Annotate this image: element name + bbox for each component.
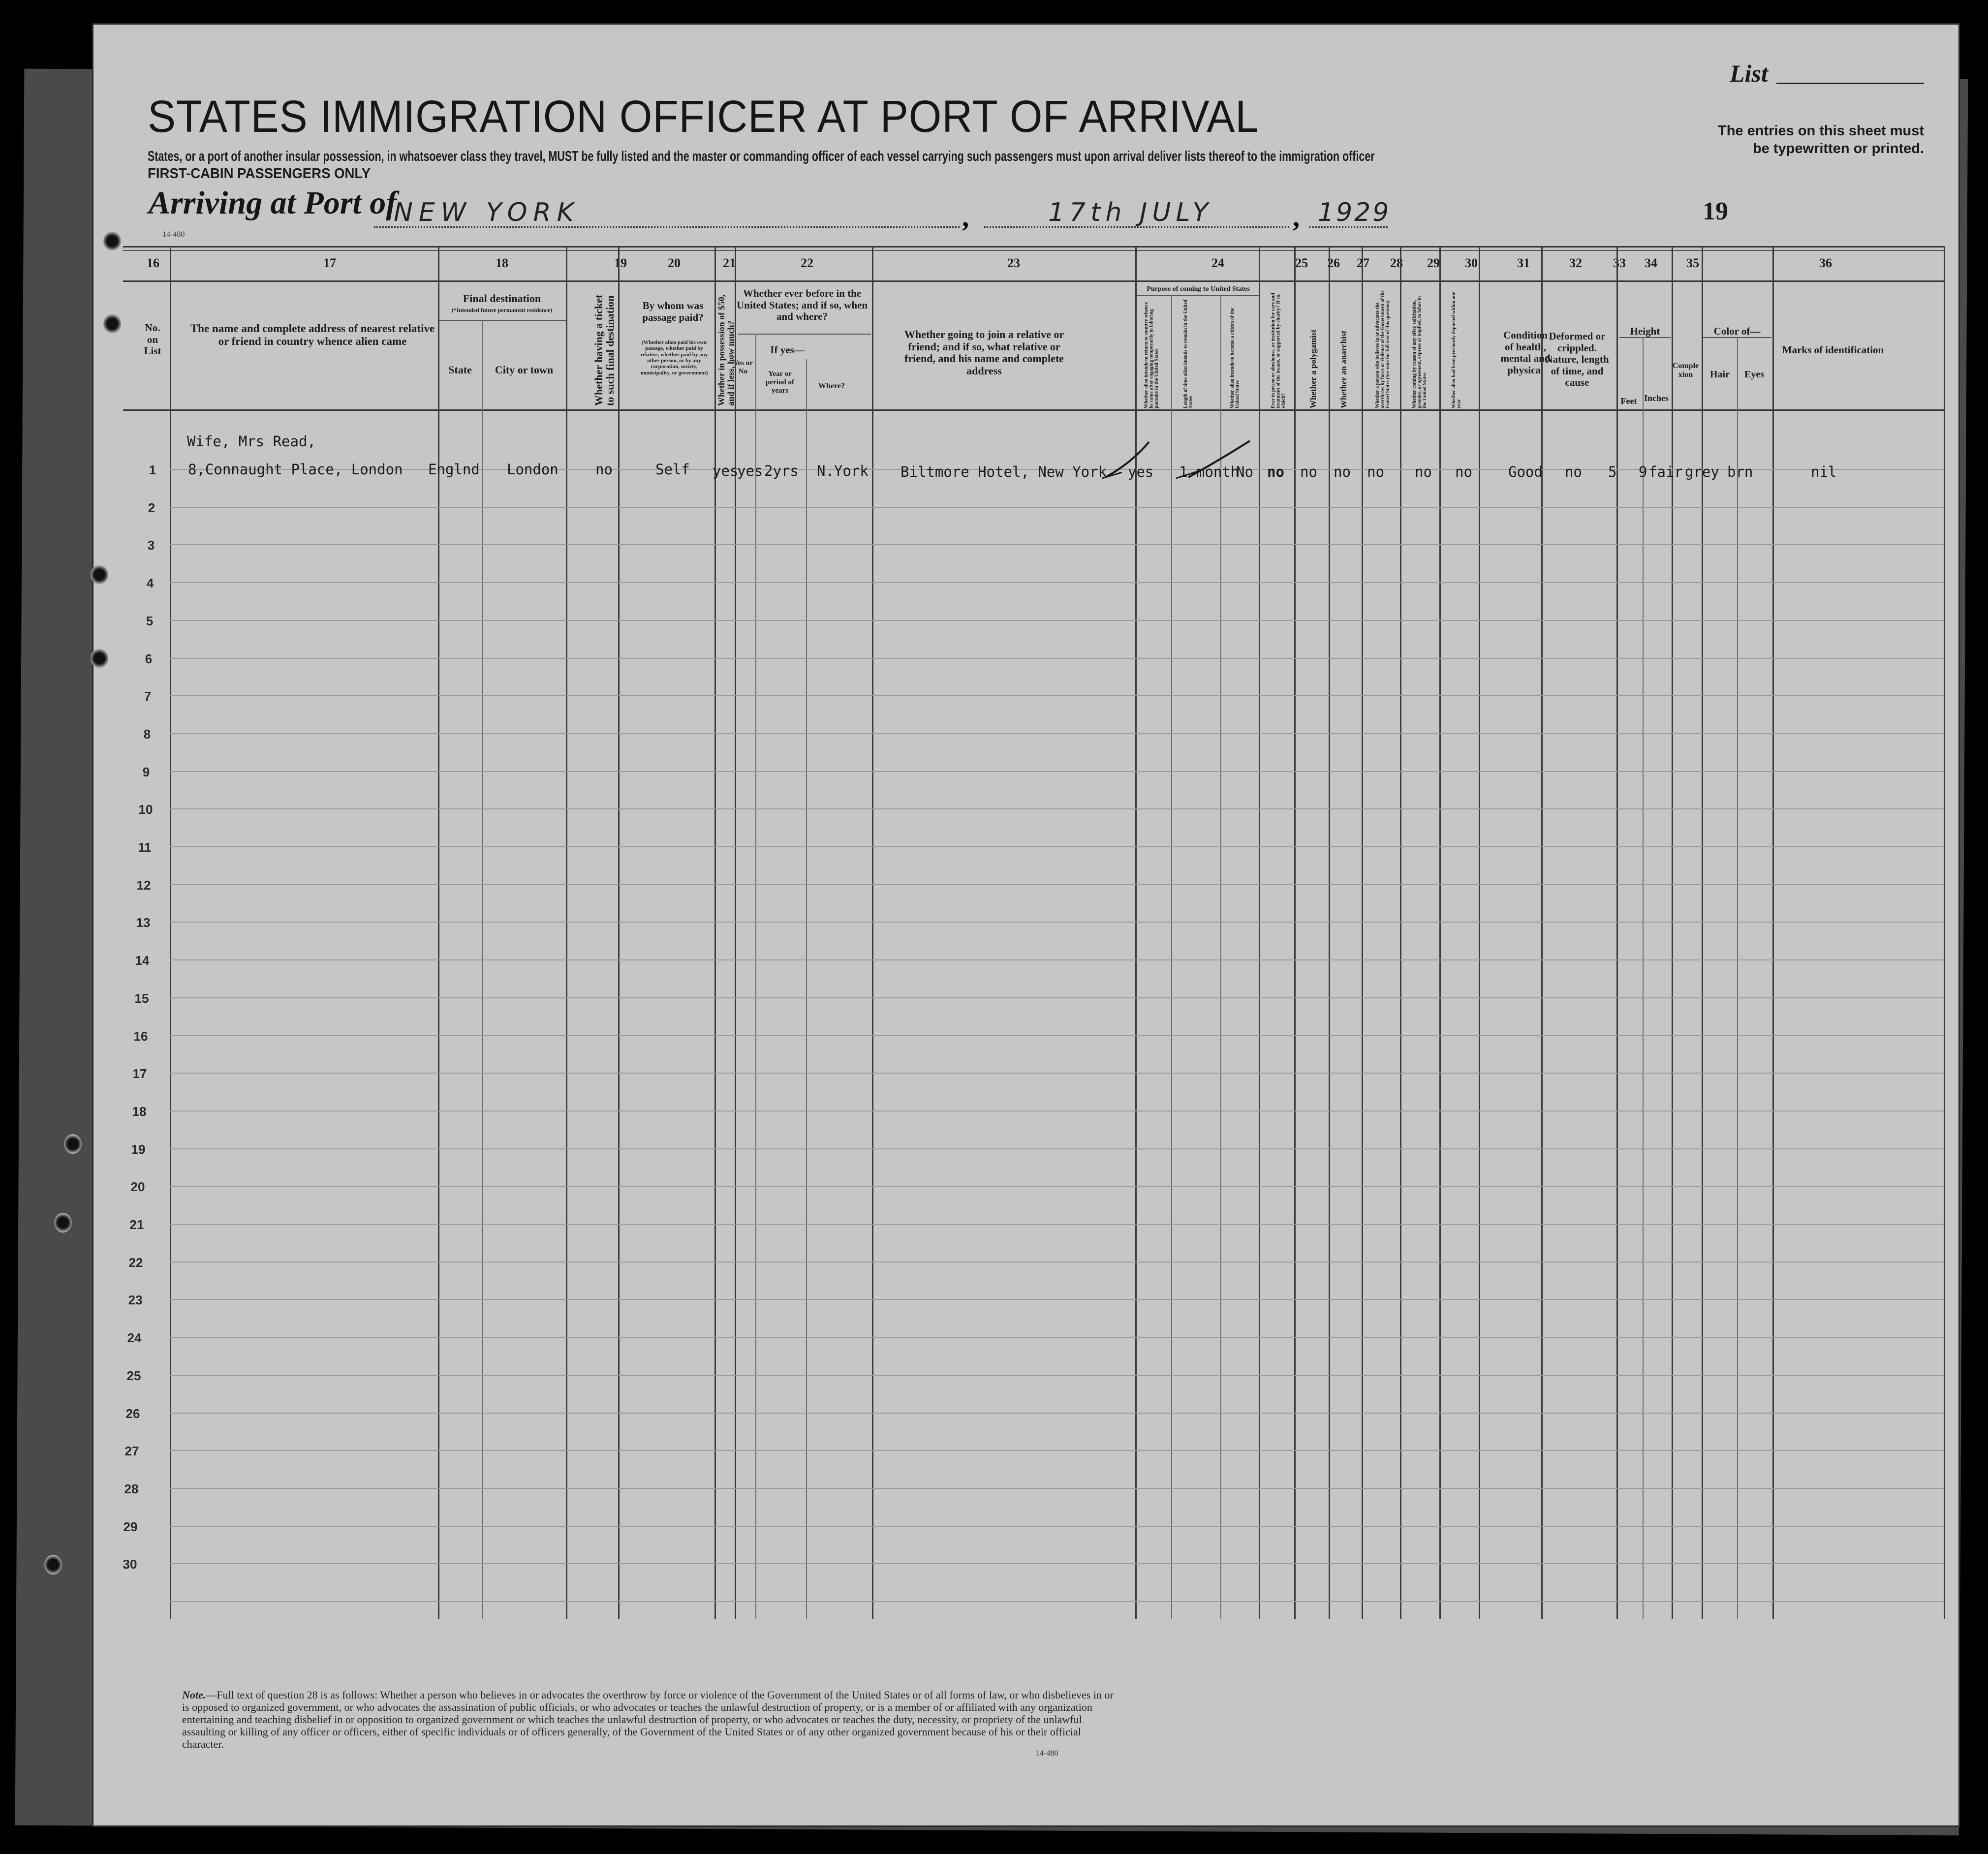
page-title: STATES IMMIGRATION OFFICER AT PORT OF ARRIVAL [148, 92, 1259, 142]
column-number: 36 [1819, 256, 1832, 270]
column-number: 34 [1645, 256, 1657, 270]
punch-hole [44, 1555, 62, 1575]
row-number: 2 [148, 500, 155, 515]
port-value: NEW YORK [394, 198, 580, 227]
entry-marks: nil [1811, 464, 1837, 480]
header-if-yes: If yes— [770, 344, 805, 356]
column-number: 27 [1357, 256, 1369, 270]
column-number: 21 [723, 256, 736, 270]
row-number: 6 [145, 651, 153, 666]
header-where: Where? [818, 382, 845, 390]
row-rule [170, 959, 1944, 960]
row-rule [170, 733, 1944, 734]
row-rule [170, 922, 1944, 923]
column-number: 26 [1327, 256, 1340, 270]
row-rule [170, 1073, 1944, 1074]
column-number: 31 [1517, 256, 1530, 270]
row-rule [170, 1526, 1944, 1527]
header-feet: Feet [1620, 396, 1637, 406]
column-number: 24 [1211, 256, 1224, 270]
entry-return-intent: yes [1128, 464, 1154, 480]
header-final-destination-note: (*Intended future permanent residence) [451, 307, 553, 313]
row-number: 23 [128, 1293, 143, 1307]
entry-inches: 9 [1639, 464, 1647, 480]
header-inches: Inches [1644, 393, 1669, 403]
row-rule [170, 1148, 1944, 1149]
header-hair: Hair [1710, 369, 1730, 380]
header-state: State [448, 364, 472, 376]
header-deformed: Deformed or crippled. Nature, length of time, and cause [1545, 330, 1609, 389]
date-value: 17th JULY [1048, 198, 1213, 227]
column-number: 29 [1427, 256, 1440, 270]
header-period-of-years: Year or period of years [766, 370, 794, 395]
row-rule [170, 1375, 1944, 1376]
row-rule [170, 808, 1944, 809]
punch-hole [64, 1134, 82, 1154]
row-number: 25 [126, 1368, 141, 1383]
row-rule [170, 1262, 1944, 1263]
row-number: 10 [138, 802, 153, 817]
entry-joining: Biltmore Hotel, New York [901, 464, 1107, 480]
row-number: 16 [133, 1029, 148, 1044]
row-rule [170, 1413, 1944, 1414]
header-citizen-intent: Whether alien intends to become a citizen of the United States [1230, 308, 1241, 408]
entry-fifty: yes [713, 463, 739, 479]
entry-state: Englnd [428, 461, 480, 478]
entry-anarchist: no [1334, 464, 1351, 480]
column-number: 16 [147, 256, 159, 270]
entry-length-of-stay: 1 month [1179, 464, 1240, 480]
header-final-destination: Final destination [463, 292, 541, 305]
row-rule [170, 1337, 1944, 1338]
header-deported: Whether alien had been previously deported within one year [1451, 292, 1462, 408]
arriving-label: Arriving at Port of [149, 185, 397, 221]
column-number: 23 [1007, 256, 1020, 270]
row-number: 29 [123, 1519, 138, 1534]
header-anarchist: Whether an anarchist [1339, 330, 1348, 408]
row-rule [170, 1299, 1944, 1300]
header-color-of: Color of— [1713, 325, 1761, 337]
row-rule [170, 544, 1944, 545]
row-rule [170, 1111, 1944, 1112]
column-number: 30 [1465, 256, 1478, 270]
row-number: 12 [136, 878, 151, 893]
row-number: 9 [142, 765, 150, 779]
column-number: 35 [1686, 256, 1699, 270]
row-rule [170, 1450, 1944, 1451]
punch-hole [103, 231, 121, 251]
entry-deported: no [1455, 464, 1472, 480]
row-rule [170, 997, 1944, 998]
row-rule [170, 1601, 1944, 1602]
entries-note: The entries on this sheet must be typewritten or printed. [1718, 123, 1924, 156]
row-number: 15 [134, 991, 149, 1006]
row-number: 1 [149, 463, 156, 477]
row-number: 14 [135, 953, 150, 968]
row-number: 24 [127, 1330, 142, 1345]
row-number: 27 [124, 1444, 139, 1458]
row-number: 19 [131, 1142, 146, 1157]
column-number: 22 [801, 256, 813, 270]
entry-citizen: No [1236, 464, 1253, 480]
list-label: List [1730, 60, 1768, 87]
row-rule [170, 620, 1944, 621]
header-relative-address: The name and complete address of nearest relative or friend in country whence alien came [190, 322, 435, 347]
header-fifty-dollars: Whether in possession of $50, and if less, how much? [716, 294, 736, 406]
row-rule [170, 658, 1944, 659]
header-overthrow: Whether a person who believes in or advocates the overthrow by force or violence of the Government of the United States (See note for full text of this question) [1375, 290, 1391, 408]
row-number: 18 [132, 1104, 147, 1119]
entry-before-period: 2yrs [764, 463, 799, 479]
year-value: 1929 [1318, 198, 1391, 227]
header-ticket: Whether having a ticket to such final destination [592, 294, 617, 406]
column-number: 33 [1613, 256, 1626, 270]
cabin-class: FIRST-CABIN PASSENGERS ONLY [148, 166, 371, 182]
row-rule [170, 1224, 1944, 1225]
column-number: 28 [1390, 256, 1403, 270]
row-rule [170, 1563, 1944, 1564]
entry-before-where: N.York [817, 463, 869, 479]
row-number: 4 [146, 576, 154, 590]
header-yes-or-no: Yes or No [733, 359, 753, 375]
row-number: 13 [136, 915, 151, 930]
header-polygamist: Whether a polygamist [1308, 329, 1318, 408]
header-joining: Whether going to join a relative or friend; and if so, what relative or friend, and his name and complete address [904, 328, 1064, 377]
row-rule [170, 846, 1944, 847]
entry-prison: no [1267, 464, 1284, 480]
row-number: 8 [143, 727, 151, 742]
row-number: 21 [129, 1217, 144, 1232]
entry-polygamist: no [1300, 464, 1317, 480]
header-height: Height [1630, 325, 1660, 337]
header-before-in-us: Whether ever before in the United States; and if so, when and where? [736, 287, 868, 323]
row-rule [170, 884, 1944, 885]
list-number-line [1776, 83, 1924, 84]
column-number: 19 [614, 256, 627, 270]
entry-paid-by: Self [655, 461, 690, 478]
row-rule [170, 1035, 1944, 1036]
header-health: Condition of health, mental and physical [1500, 329, 1551, 376]
row-number: 28 [124, 1482, 139, 1496]
entry-deformed: no [1565, 464, 1582, 480]
row-number: 17 [132, 1066, 147, 1081]
column-number: 20 [668, 256, 681, 270]
header-passage-note: (Whether alien paid his own passage, whether paid by relative, whether paid by any other person, or by any corporation, society, municipality, or government) [640, 340, 708, 376]
column-number: 17 [323, 256, 336, 270]
entry-eyes: brn [1727, 464, 1753, 480]
column-number: 18 [496, 256, 508, 270]
check-marks [1102, 438, 1260, 482]
row-rule [170, 1488, 1944, 1489]
relative-line-2: 8,Connaught Place, London [188, 461, 403, 478]
column-number: 32 [1569, 256, 1582, 270]
header-complexion: Complexion [1672, 362, 1699, 379]
header-passage-paid: By whom was passage paid? [642, 300, 704, 323]
row-rule [170, 1186, 1944, 1187]
row-rule [170, 771, 1944, 772]
header-return-intent: Whether alien intends to return to country whence he came after engaging temporarily in laboring pursuits in the United States [1144, 302, 1159, 408]
entry-health: Good [1508, 464, 1543, 480]
row-number: 30 [123, 1557, 137, 1572]
row-rule [170, 582, 1944, 583]
row-number: 20 [130, 1179, 145, 1194]
header-prison: Ever in prison or almshouse, or institution for care and treatment of the insane, or supported by charity? If so, which? [1271, 293, 1286, 408]
header-offer: Whether coming by reason of any offer, solicitation, promise, or agreement, express or implied, to labor in the United States [1412, 296, 1428, 408]
row-number: 11 [138, 840, 152, 855]
footer-form-code: 14-480 [1036, 1749, 1058, 1758]
entry-feet: 5 [1608, 464, 1617, 480]
column-number: 25 [1295, 256, 1308, 270]
manifest-sheet: List The entries on this sheet must be typewritten or printed. STATES IMMIGRATION OFFICER AT PORT OF ARRIVAL States, or a port of another insular possession, in whatsoever class they travel, MUST be fully listed and the master or commanding officer of each vessel carrying such passengers must upon arrival deliver lists thereof to the immigration officer FIRST-CABIN PASSENGERS ONLY Arriving at Port of NEW YORK , 17th JULY , 1929 19 14-480 16 17 18 19 20 21 22 23 24 25 26 27 28 29 30 31 32 33 34 35 36 No. on List The name and complete address of nearest relative or friend in country whence alien came Final destination (*Intended future permanent residence) State City or town Whether having a ticket to such final destination By whom was passage paid? (Whether alien paid his own passage, whether paid by relative, whether paid by any other person, or by any corporation, society, municipality, or government) Whether in possession of $50, and if less, how much? Whether ever before in the United States; and if so, when and where? If yes— Yes or No Year or period of years Where? Whether going to join a relative or friend; and if so, what relative or friend, and his name and complete address Purpose of coming to United States Whether alien intends to return to country whence he came after engaging temporarily in laboring pursuits in the United States Length of time alien intends to remain in the United States Whether alien intends to become a citizen of the United States Ever in prison or almshouse, or institution for care and treatment of the insane, or supported by charity? If so, which? Whether a polygamist Whether an anarchist Whether a person who believes in or advocates the overthrow by force or violence of the Government of the United States (See note for full text of this question) Whether coming by reason of any offer, solicitation, promise, or agreement, express or implied, to labor in the United States Whether alien had been previously deported within one year Condition of health, mental and physical Deformed or crippled. Nature, length of time, and cause Height Feet Inches Complexion Color of— Hair Eyes Marks of identification 1 2 3 4 5 6 7 8 9 10 11 12 13 14 15 16 17 18 19 20 21 22 23 24 25 26 27 28 29 30 Wife, Mrs Read, 8,Connaught Place, London Englnd London no Self yes yes 2yrs N.York Biltmore Hotel, New York yes 1 month No no no no no no no Good no 5 9 fair grey brn nil Note.—Full text of question 28 is as follows: Whether a person who believes in or advocates the overthrow by force or violence of the Government of the United States or of all forms of law, or who disbelieves in or is opposed to organized government, or who advocates the assassination of public officials, or who advocates or teaches the unlawful destruction of property, or is a member of or affiliated with any organization entertaining and teaching disbelief in or opposition to organized government or which teaches the unlawful destruction of property, or who advocates or teaches the duty, necessity, or propriety of the unlawful assaulting or killing of any officer or officers, either of specific individuals or of officers generally, of the Government of the United States or of any other organized government because of his or their official character. 14-480 [93, 25, 1958, 1825]
row-number: 22 [128, 1255, 143, 1270]
row-rule [170, 695, 1944, 696]
header-city: City or town [495, 364, 554, 376]
subtitle: States, or a port of another insular possession, in whatsoever class they travel, MUST be fully listed and the master or commanding officer of each vessel carrying such passengers must upon arrival deliver lists thereof to the immigration officer [148, 149, 1375, 164]
punch-hole [91, 565, 108, 585]
punch-hole [54, 1213, 72, 1233]
entry-before-yesno: yes [737, 463, 763, 479]
header-no-on-list: No. on List [144, 322, 161, 357]
form-code: 14-480 [162, 230, 185, 239]
entry-offer: no [1415, 464, 1432, 480]
punch-hole [103, 314, 121, 334]
row-number: 7 [144, 689, 152, 704]
header-purpose: Purpose of coming to United States [1147, 285, 1250, 293]
relative-line-1: Wife, Mrs Read, [187, 433, 316, 450]
row-number: 3 [147, 538, 155, 553]
header-eyes: Eyes [1744, 369, 1764, 380]
entry-overthrow: no [1367, 464, 1384, 480]
punch-hole [91, 649, 108, 668]
row-number: 5 [146, 614, 154, 628]
year-prefix: 19 [1703, 197, 1728, 225]
row-number: 26 [125, 1406, 140, 1421]
header-marks: Marks of identification [1782, 344, 1884, 356]
entry-complexion: fair [1648, 464, 1683, 480]
row-rule [170, 507, 1944, 508]
entry-city: London [507, 461, 559, 478]
header-length-of-stay: Length of time alien intends to remain in the United States [1183, 299, 1194, 408]
entry-hair: grey [1685, 464, 1719, 480]
question-28-note: Note.—Full text of question 28 is as follows: Whether a person who believes in or advocates the overthrow by force or violence of the Government of the United States or of all forms of law, or who disbelieves in or is opposed to organized government, or who advocates the assassination of public officials, or who advocates or teaches the unlawful destruction of property, or is a member of or affiliated with any organization entertaining and teaching disbelief in or opposition to organized government or which teaches the unlawful destruction of property, or who advocates or teaches the duty, necessity, or propriety of the unlawful assaulting or killing of any officer or officers, either of specific individuals or of officers generally, of the Government of the United States or of any other organized government because of his or their official character. [182, 1689, 1114, 1750]
entry-ticket: no [595, 461, 613, 478]
